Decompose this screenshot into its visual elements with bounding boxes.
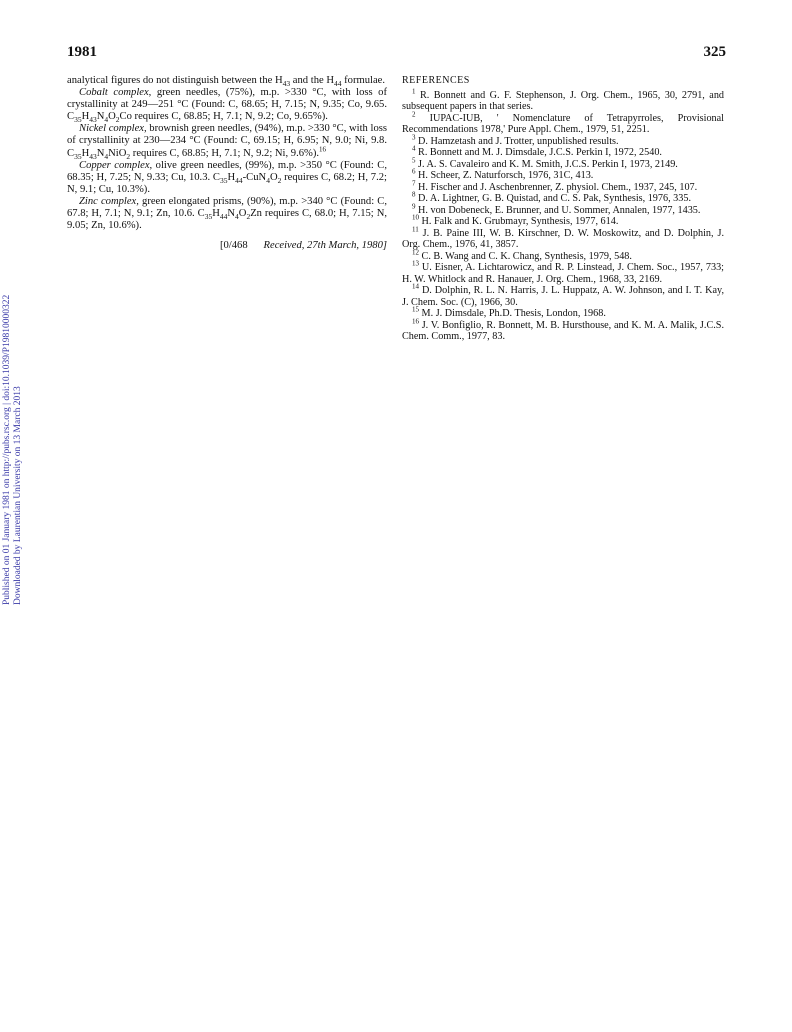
reference-number: 4 bbox=[412, 144, 416, 153]
reference-item bbox=[402, 167, 724, 182]
reference-item bbox=[402, 317, 724, 343]
reference-text: C. B. Wang and C. K. Chang, Synthesis, 1979, 548. bbox=[419, 250, 632, 262]
reference-number: 10 bbox=[412, 213, 419, 222]
reference-item bbox=[402, 259, 724, 285]
reference-item bbox=[402, 133, 724, 148]
reference-number: 7 bbox=[412, 179, 416, 188]
reference-text: D. A. Lightner, G. B. Quistad, and C. S. Pak, Synthesis, 1976, 335. bbox=[415, 193, 692, 204]
reference-text: R. Bonnett and M. J. Dimsdale, J.C.S. Perkin I, 1972, 2540. bbox=[415, 147, 662, 158]
reference-number: 13 bbox=[412, 259, 419, 268]
reference-item bbox=[402, 202, 724, 217]
reference-number: 12 bbox=[412, 248, 419, 257]
nickel-paragraph: Nickel complex, brownish green needles, (94%), m.p. >330 °C, with loss of crystallinity at 230—234 °C (Found: C, 69.15; H, 6.95; N, 9.0; Ni, 9.8. $C_{35}H_{43}N_4NiO_2$ requires C, 68.85; H, 7.1; N, 9.2; Ni, 9.6%).$^{16}$ bbox=[67, 123, 387, 161]
reference-number: 5 bbox=[412, 156, 416, 165]
reference-text: H. von Dobeneck, E. Brunner, and U. Sommer, Annalen, 1977, 1435. bbox=[415, 204, 701, 216]
reference-number: 2 bbox=[412, 110, 416, 119]
reference-text: D. Dolphin, R. L. N. Harris, J. L. Huppatz, A. W. Johnson, and I. T. Kay, J. Chem. Soc. (C), 1966, 30. bbox=[402, 285, 724, 308]
reference-text: J. V. Bonfiglio, R. Bonnett, M. B. Hursthouse, and K. M. A. Malik, J.C.S. Chem. Comm., 1977, 83. bbox=[402, 319, 724, 342]
reference-number: 14 bbox=[412, 282, 419, 291]
reference-number: 15 bbox=[412, 305, 419, 314]
reference-text: IUPAC-IUB, ' Nomenclature of Tetrapyrroles, Provisional Recommendations 1978,' Pure Appl. Chem., 1979, 51, 2251. bbox=[402, 112, 724, 135]
reference-number: 16 bbox=[412, 317, 419, 326]
sidebar-published-line[interactable]: Published on 01 January 1981 on http://pubs.rsc.org | doi:10.1039/P19810000322 bbox=[2, 294, 12, 605]
reference-item bbox=[402, 156, 724, 171]
references-column bbox=[402, 75, 724, 343]
reference-number: 1 bbox=[412, 87, 416, 96]
reference-text: D. Hamzetash and J. Trotter, unpublished results. bbox=[415, 135, 619, 147]
reference-text: U. Eisner, A. Lichtarowicz, and R. P. Linstead, J. Chem. Soc., 1957, 733; H. W. Whitlock and R. Hanauer, J. Org. Chem., 1968, 33, 2169. bbox=[402, 262, 724, 285]
sidebar-downloaded-line[interactable]: Downloaded by Laurentian University on 13 March 2013 bbox=[13, 386, 23, 605]
copper-paragraph: Copper complex, olive green needles, (99%), m.p. >350 °C (Found: C, 68.35; H, 7.25; N, 9.33; Cu, 10.3. $C_{35}H_{44}-CuN_4O_2$ requires C, 68.2; H, 7.2; N, 9.1; Cu, 10.3%). bbox=[67, 159, 387, 195]
reference-item bbox=[402, 179, 724, 194]
reference-number: 3 bbox=[412, 133, 416, 142]
received-line: [0/468 Received, 27th March, 1980] bbox=[219, 240, 387, 252]
reference-text: H. Scheer, Z. Naturforsch, 1976, 31C, 413. bbox=[415, 170, 594, 181]
reference-item bbox=[402, 144, 724, 159]
references-list bbox=[402, 87, 724, 343]
reference-number: 11 bbox=[412, 225, 419, 234]
formulae-paragraph: analytical figures do not distinguish between the $H_{43}$ and the $H_{44}$ formulae. bbox=[67, 75, 386, 89]
reference-item bbox=[402, 282, 724, 308]
reference-text: H. Fischer and J. Aschenbrenner, Z. physiol. Chem., 1937, 245, 107. bbox=[415, 181, 698, 193]
reference-item bbox=[402, 213, 724, 228]
cobalt-paragraph: Cobalt complex, green needles, (75%), m.p. >330 °C, with loss of crystallinity at 249—251 °C (Found: C, 68.65; H, 7.15; N, 9.35; Co, 9.65. $C_{35}H_{43}N_4O_2Co$ requires C, 68.85; H, 7.1; N, 9.2; Co, 9.65%). bbox=[67, 87, 387, 125]
reference-number: 8 bbox=[412, 190, 416, 199]
reference-item bbox=[402, 190, 724, 205]
reference-item bbox=[402, 110, 724, 136]
left-column bbox=[67, 75, 387, 252]
reference-text: J. B. Paine III, W. B. Kirschner, D. W. Moskowitz, and D. Dolphin, J. Org. Chem., 1976, 41, 3857. bbox=[402, 227, 724, 250]
reference-number: 9 bbox=[412, 202, 416, 211]
reference-item bbox=[402, 87, 724, 113]
reference-text: M. J. Dimsdale, Ph.D. Thesis, London, 1968. bbox=[419, 308, 606, 319]
reference-number: 6 bbox=[412, 167, 416, 176]
references-heading: REFERENCES bbox=[402, 75, 470, 86]
reference-text: R. Bonnett and G. F. Stephenson, J. Org. Chem., 1965, 30, 2791, and subsequent papers in that series. bbox=[402, 89, 724, 112]
zinc-paragraph: Zinc complex, green elongated prisms, (90%), m.p. >340 °C (Found: C, 67.8; H, 7.1; N, 9.1; Zn, 10.6. $C_{35}H_{44}N_4O_2Zn$ requires C, 68.0; H, 7.15; N, 9.05; Zn, 10.6%). bbox=[67, 195, 387, 232]
reference-item bbox=[402, 305, 724, 320]
reference-text: J. A. S. Cavaleiro and K. M. Smith, J.C.S. Perkin I, 1973, 2149. bbox=[415, 158, 678, 170]
reference-item bbox=[402, 225, 724, 251]
reference-text: H. Falk and K. Grubmayr, Synthesis, 1977, 614. bbox=[419, 216, 619, 227]
page-number: 325 bbox=[703, 44, 726, 60]
header-year: 1981 bbox=[67, 44, 97, 60]
reference-item bbox=[402, 248, 724, 263]
